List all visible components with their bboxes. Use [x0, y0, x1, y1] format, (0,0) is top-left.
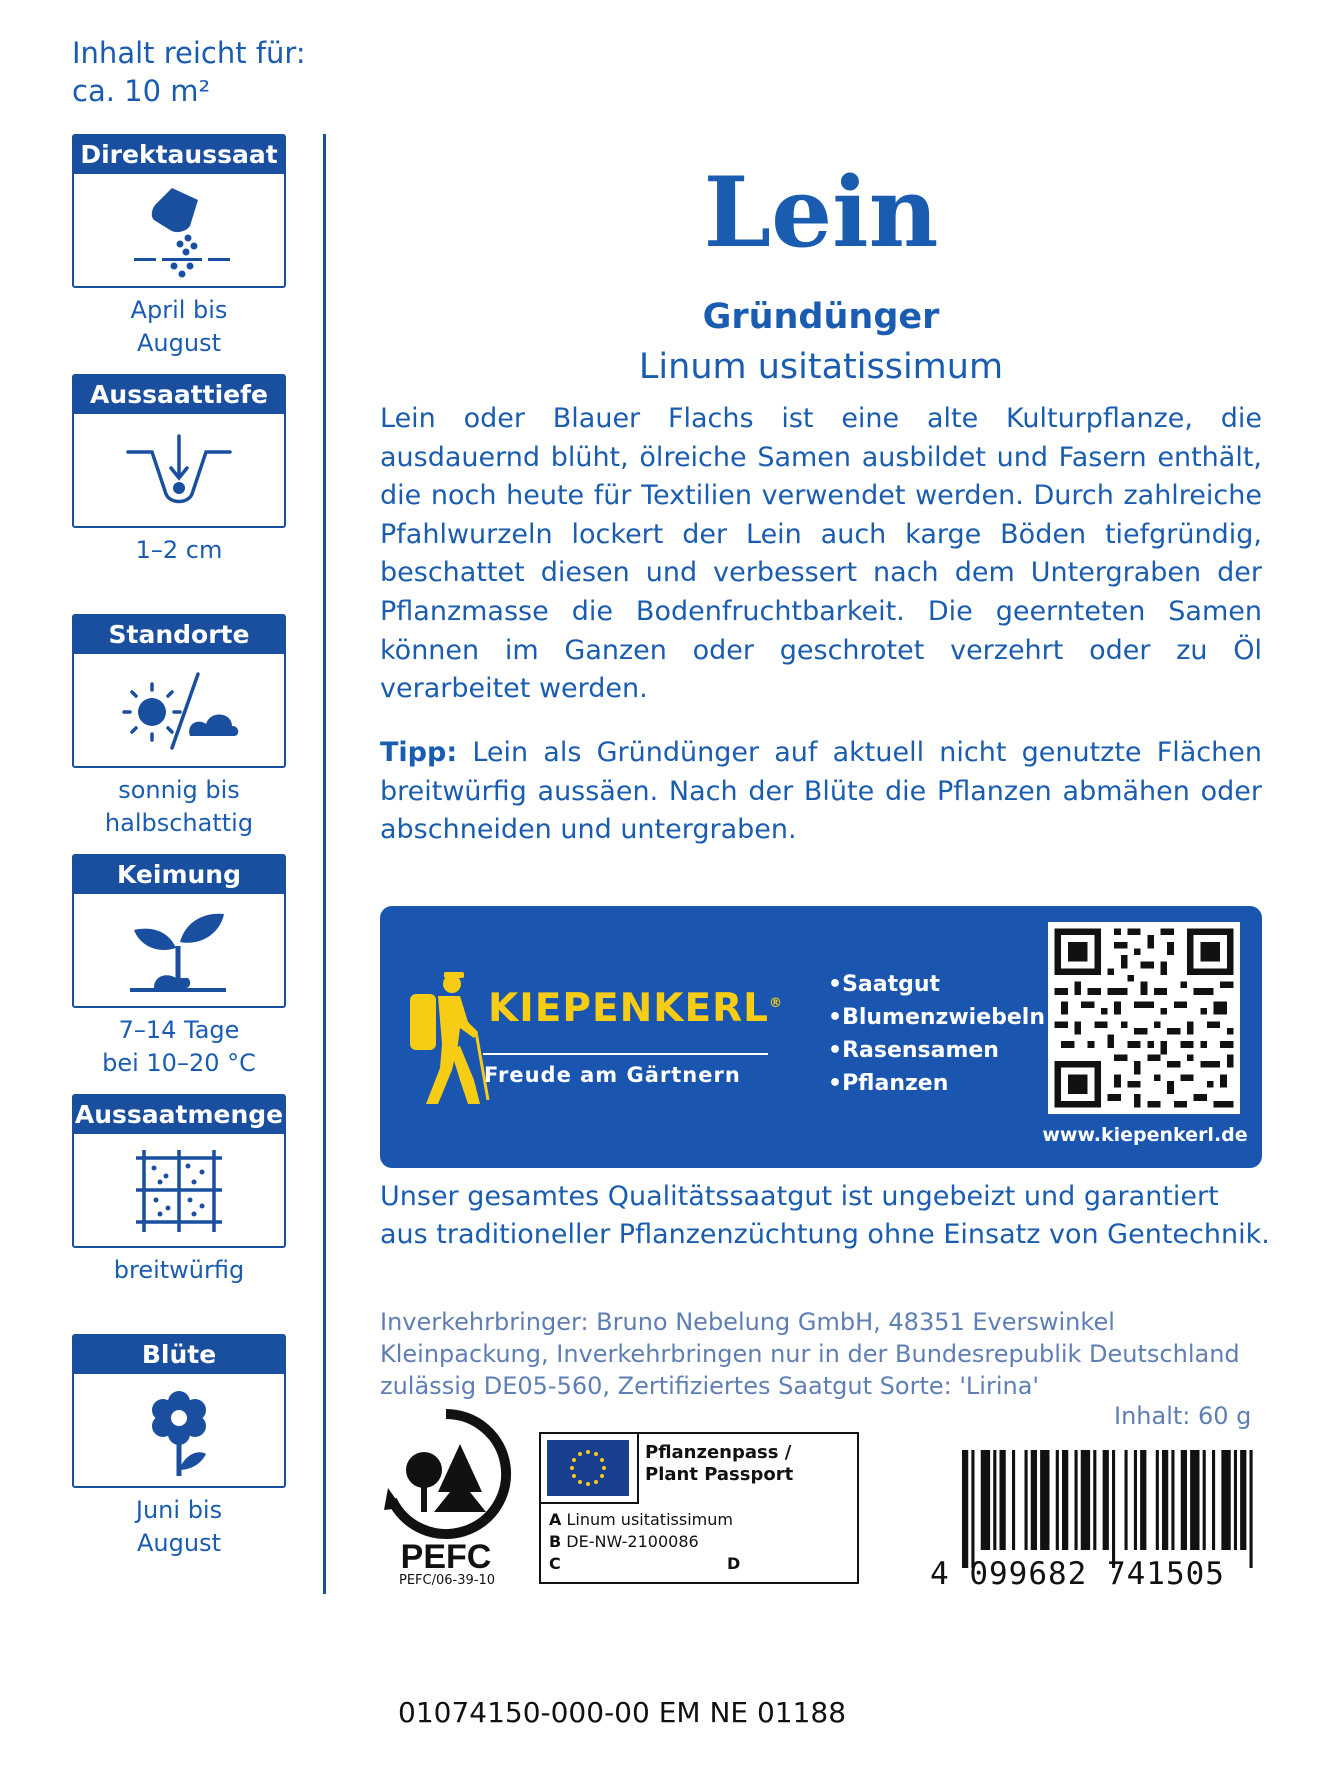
coverage-line1: Inhalt reicht für:	[72, 36, 306, 70]
barcode-bar	[1040, 1450, 1049, 1550]
brand-name: KIEPENKERL®	[488, 986, 783, 1031]
brand-slogan: Freude am Gärtnern	[484, 1063, 741, 1087]
list-item: • Saatgut	[828, 968, 1045, 1001]
eu-flag-icon	[547, 1440, 629, 1496]
product-latin-name: Linum usitatissimum	[638, 347, 1004, 387]
pefc-id: PEFC/06-39-10	[399, 1573, 495, 1588]
article-number: 01074150-000-00 EM NE 01188	[398, 1696, 847, 1729]
passport-line-a: A Linum usitatissimum	[549, 1510, 733, 1529]
tip-text: Lein als Gründünger auf aktuell nicht genutzte Flächen breitwürfig aussäen. Nach der Blüte die Pflanzen abmähen oder abschneiden und untergraben.	[380, 737, 1262, 846]
info-card-title: Standorte	[74, 616, 284, 654]
barcode-icon	[962, 1450, 1262, 1568]
brand-banner	[380, 906, 1262, 1168]
list-item: • Rasensamen	[828, 1034, 1045, 1067]
list-item: • Pflanzen	[828, 1067, 1045, 1100]
sun-cloud-icon	[114, 662, 244, 758]
broadcast-grid-icon	[114, 1142, 244, 1238]
passport-line-c: C	[549, 1554, 561, 1573]
list-item: • Blumenzwiebeln	[828, 1001, 1045, 1034]
barcode-bar	[1000, 1450, 1006, 1550]
barcode-bar	[1056, 1450, 1059, 1550]
info-card-standorte	[72, 614, 286, 768]
product-tip	[380, 734, 1262, 850]
barcode-bar	[1025, 1450, 1028, 1550]
barcode-bar	[1234, 1450, 1237, 1550]
barcode-bar	[1240, 1450, 1246, 1550]
barcode-bar	[1103, 1450, 1109, 1550]
info-card-title: Aussaatmenge	[74, 1096, 284, 1134]
info-card-title: Keimung	[74, 856, 284, 894]
barcode-bar	[1203, 1450, 1206, 1550]
plant-passport	[539, 1432, 859, 1584]
info-card-caption-aussaatmenge: breitwürfig	[113, 1256, 245, 1284]
passport-line-d: D	[727, 1554, 741, 1573]
hiker-logo-icon	[408, 970, 490, 1106]
content-amount: Inhalt: 60 g	[1114, 1402, 1252, 1430]
info-card-caption-keimung: 7–14 Tage bei 10–20 °C	[102, 1016, 256, 1077]
barcode-bar	[1181, 1450, 1187, 1550]
barcode-bar	[1031, 1450, 1037, 1550]
info-card-title: Direktaussaat	[74, 136, 284, 174]
coverage-line2: ca. 10 m²	[72, 74, 211, 108]
tip-label: Tipp:	[380, 737, 458, 768]
barcode-bar	[1250, 1450, 1253, 1568]
coverage-info	[72, 34, 306, 110]
info-card-title: Blüte	[74, 1336, 284, 1374]
barcode-bar	[1140, 1450, 1146, 1550]
barcode-bar	[993, 1450, 996, 1550]
info-card-aussaatmenge	[72, 1094, 286, 1248]
legal-info: Inverkehrbringer: Bruno Nebelung GmbH, 48351 Everswinkel Kleinpackung, Inverkehrbringen nur in der Bundesrepublik Deutschland zulässig DE05-560, Zertifiziertes Saatgut Sorte: 'Lirina'	[380, 1308, 1240, 1400]
barcode-number: 4 099682 741505	[930, 1556, 1225, 1592]
barcode-bar	[1093, 1450, 1096, 1550]
brand-underline	[483, 1053, 768, 1055]
barcode-bar	[1125, 1450, 1128, 1550]
info-card-caption-standorte: sonnig bis halbschattig	[104, 776, 254, 837]
barcode-bar	[1134, 1450, 1137, 1550]
pefc-label: PEFC	[400, 1538, 492, 1576]
info-card-aussaattiefe	[72, 374, 286, 528]
info-card-keimung	[72, 854, 286, 1008]
barcode-bar	[1012, 1450, 1015, 1550]
barcode-bar	[1156, 1450, 1159, 1550]
flower-icon	[114, 1382, 244, 1478]
website-link[interactable]: www.kiepenkerl.de	[1042, 1124, 1248, 1146]
product-category: Gründünger	[702, 297, 940, 337]
info-card-direktaussaat	[72, 134, 286, 288]
barcode-bar	[1112, 1450, 1115, 1568]
barcode-bar	[1075, 1450, 1078, 1550]
info-card-caption-direktaussaat: April bis August	[130, 296, 228, 357]
pefc-logo-icon	[378, 1408, 514, 1576]
barcode-bar	[1190, 1450, 1199, 1550]
barcode-bar	[1162, 1450, 1168, 1550]
barcode-bar	[1081, 1450, 1090, 1550]
qr-code-icon[interactable]	[1048, 922, 1240, 1114]
info-card-bluete	[72, 1334, 286, 1488]
barcode-bar	[1212, 1450, 1215, 1550]
info-card-caption-bluete: Juni bis August	[135, 1496, 223, 1557]
barcode-bar	[1062, 1450, 1068, 1550]
barcode-bar	[962, 1450, 968, 1568]
passport-line-b: B DE-NW-2100086	[549, 1532, 699, 1551]
product-title: Lein	[703, 156, 939, 269]
brand-product-list	[828, 968, 1045, 1100]
quality-statement: Unser gesamtes Qualitätssaatgut ist ungebeizt und garantiert aus traditioneller Pflanzenzüchtung ohne Einsatz von Gentechnik.	[380, 1181, 1270, 1250]
barcode-bar	[1221, 1450, 1230, 1550]
plant-passport-title: Pflanzenpass / Plant Passport	[645, 1442, 794, 1485]
seedling-icon	[114, 902, 244, 998]
barcode-bar	[1171, 1450, 1174, 1550]
product-description: Lein oder Blauer Flachs ist eine alte Kulturpflanze, die ausdauernd blüht, ölreiche Samen ausbildet und Fasern enthält, die noch heute für Textilien verwendet werden. Durch zahlreiche Pfahlwurzeln lockert der Lein auch karge Böden tiefgründig, beschattet diesen und verbessert nach dem Untergraben der Pflanzmasse die Bodenfruchtbarkeit. Die geernteten Samen können im Ganzen oder geschrotet verzehrt oder zu Öl verarbeitet werden.	[380, 403, 1262, 705]
info-card-title: Aussaattiefe	[74, 376, 284, 414]
column-divider	[323, 134, 326, 1594]
info-card-caption-aussaattiefe: 1–2 cm	[135, 536, 223, 564]
sowing-pack-icon	[114, 182, 244, 278]
sowing-depth-icon	[114, 422, 244, 518]
barcode-bar	[971, 1450, 974, 1568]
barcode-bar	[981, 1450, 990, 1550]
